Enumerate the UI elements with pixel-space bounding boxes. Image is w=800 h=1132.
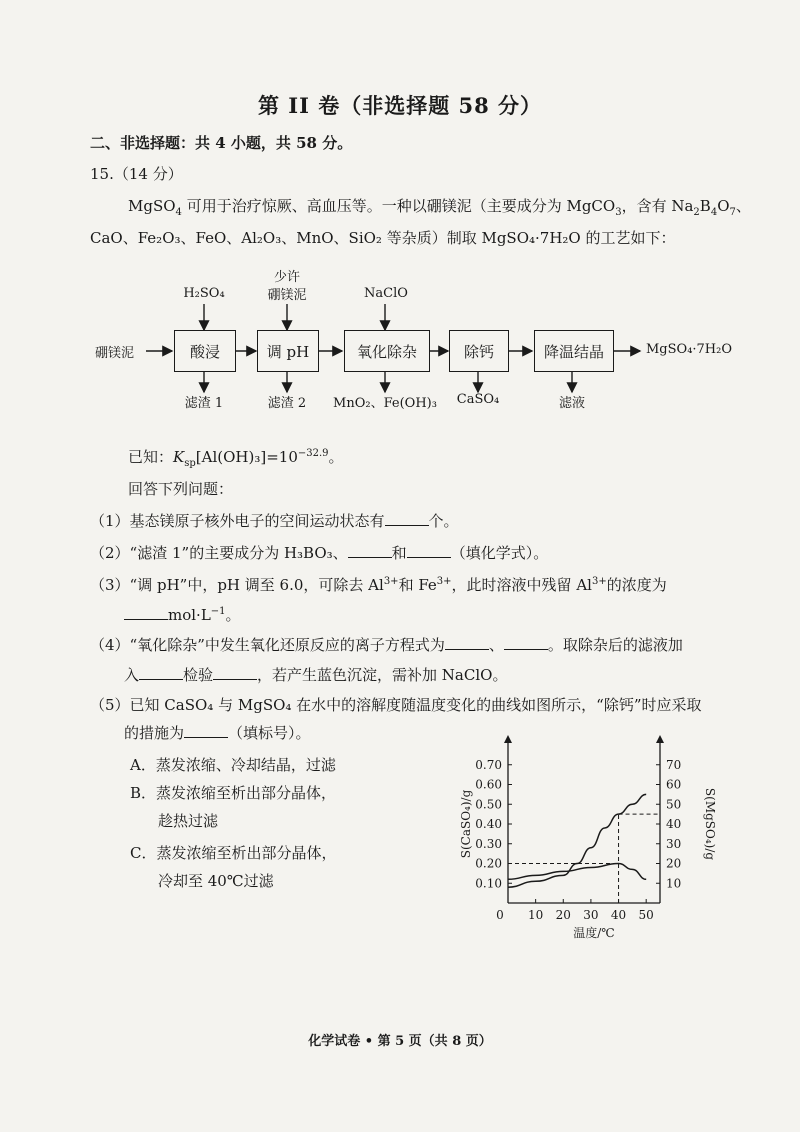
right-tick-label: 10 — [666, 876, 682, 891]
answer-blank[interactable] — [139, 665, 183, 680]
x-tick-label: 10 — [527, 908, 544, 922]
intro-text: B — [699, 197, 711, 215]
known-suffix: 。 — [328, 448, 344, 466]
right-tick-label: 40 — [666, 817, 682, 831]
known-exp: −32.9 — [297, 448, 329, 459]
x-tick-label: 30 — [583, 908, 599, 922]
x-tick-label: 40 — [610, 908, 627, 922]
question-4-line-1 — [90, 634, 683, 655]
intro-text: MgSO — [128, 197, 176, 215]
q3-text: 的浓度为 — [606, 576, 667, 594]
q2-text: （2）“滤渣 1”的主要成分为 H₃BO₃、 — [90, 544, 348, 562]
left-axis-arrow — [504, 735, 512, 743]
right-tick-label: 20 — [666, 856, 682, 871]
answer-prompt: 回答下列问题： — [128, 480, 234, 498]
q1-text: （1）基态镁原子核外电子的空间运动状态有 — [90, 512, 385, 530]
series-mgso4-line — [508, 794, 646, 887]
q3-text: 。 — [225, 606, 241, 624]
y-label-left: S(CaSO₄)/g — [459, 789, 473, 859]
left-tick-label: 0.20 — [475, 856, 502, 871]
sub-4: 4 — [175, 207, 182, 218]
step-remove-calcium: 除钙 — [449, 330, 509, 372]
answer-blank[interactable] — [504, 635, 548, 650]
sub-3: 3 — [615, 207, 622, 218]
answer-blank[interactable] — [348, 543, 392, 558]
right-tick-label: 70 — [666, 757, 682, 772]
q4-text: 。取除杂后的滤液加 — [547, 636, 683, 654]
option-b-line-1[interactable]: B．蒸发浓缩至析出部分晶体， — [130, 784, 337, 802]
answer-blank[interactable] — [213, 665, 257, 680]
known-formula: [Al(OH)₃]=10 — [195, 448, 298, 466]
y-label-right: S(MgSO₄)/g — [703, 787, 717, 861]
known-prefix: 已知： — [128, 448, 174, 466]
page-title: 第 II 卷（非选择题 58 分） — [257, 93, 543, 118]
q3-text: ，此时溶液中残留 Al — [451, 576, 592, 594]
q3-text: mol·L — [168, 606, 211, 624]
q3-sup: 3+ — [436, 576, 452, 587]
step-crystallize: 降温结晶 — [534, 330, 614, 372]
answer-blank[interactable] — [184, 723, 228, 738]
question-5-line-1: （5）已知 CaSO₄ 与 MgSO₄ 在水中的溶解度随温度变化的曲线如图所示，“除钙”时应采取 — [90, 696, 702, 714]
section-heading: 二、非选择题：共 4 小题，共 58 分。 — [90, 134, 353, 152]
q2-text: （填化学式）。 — [450, 544, 549, 562]
known-condition — [128, 446, 344, 469]
q4-text: ，若产生蓝色沉淀，需补加 NaClO。 — [257, 666, 508, 684]
known-sp: sp — [184, 458, 196, 469]
option-c-line-1[interactable]: C．蒸发浓缩至析出部分晶体， — [130, 844, 337, 862]
sub-4: 4 — [710, 207, 718, 218]
left-tick-label: 0.50 — [475, 797, 502, 812]
output-caso4: CaSO₄ — [456, 392, 500, 407]
intro-text: O — [717, 197, 730, 215]
option-c-line-2: 冷却至 40℃过滤 — [158, 872, 274, 890]
q3-text: （3）“调 pH”中，pH 调至 6.0，可除去 Al — [90, 576, 384, 594]
option-a[interactable]: A．蒸发浓缩、冷却结晶，过滤 — [130, 756, 336, 774]
step-acid-leach: 酸浸 — [174, 330, 236, 372]
question-3-line-2 — [124, 604, 241, 625]
right-axis-arrow — [656, 735, 664, 743]
output-filtrate: 滤液 — [558, 396, 585, 411]
right-tick-label: 30 — [666, 836, 682, 851]
known-k: K — [173, 448, 185, 466]
question-1 — [90, 510, 459, 531]
intro-text: 、 — [735, 197, 751, 215]
flow-end: MgSO₄·7H₂O — [646, 342, 733, 357]
output-mno2-feoh3: MnO₂、Fe(OH)₃ — [333, 396, 437, 411]
x-tick-label: 20 — [555, 908, 571, 922]
q3-sup: −1 — [210, 606, 226, 617]
left-tick-label: 0.60 — [475, 777, 502, 792]
answer-blank[interactable] — [124, 605, 168, 620]
sub-2: 2 — [693, 207, 700, 218]
q2-text: 和 — [391, 544, 407, 562]
left-tick-label: 0.40 — [475, 817, 502, 831]
flow-start: 硼镁泥 — [95, 346, 135, 361]
q4-text: 检验 — [183, 666, 214, 684]
question-4-line-2 — [124, 664, 507, 685]
sub-7: 7 — [729, 207, 736, 218]
q4-text: 入 — [124, 666, 140, 684]
answer-blank[interactable] — [385, 511, 429, 526]
x-tick-label: 0 — [496, 908, 504, 922]
input-line-1: 少许 — [273, 270, 300, 285]
answer-blank[interactable] — [445, 635, 489, 650]
input-line-2: 硼镁泥 — [267, 288, 307, 303]
input-h2so4: H₂SO₄ — [183, 286, 225, 301]
q1-text: 个。 — [428, 512, 459, 530]
q3-sup: 3+ — [383, 576, 399, 587]
series-caso4-line — [508, 864, 646, 880]
intro-text: 可用于治疗惊厥、高血压等。一种以硼镁泥（主要成分为 MgCO — [181, 197, 616, 215]
intro-line-2: CaO、Fe₂O₃、FeO、Al₂O₃、MnO、SiO₂ 等杂质）制取 MgSO₄·7H₂O 的工艺如下： — [90, 229, 676, 247]
output-residue-1: 滤渣 1 — [184, 396, 224, 411]
step-adjust-ph: 调 pH — [257, 330, 319, 372]
right-tick-label: 50 — [666, 797, 682, 812]
left-tick-label: 0.10 — [475, 876, 502, 891]
option-b-line-2: 趁热过滤 — [158, 812, 219, 830]
q4-text: 、 — [488, 636, 504, 654]
question-number: 15.（14 分） — [90, 165, 183, 183]
x-tick-label: 50 — [638, 908, 654, 922]
output-residue-2: 滤渣 2 — [267, 396, 307, 411]
intro-text: ，含有 Na — [621, 197, 694, 215]
solubility-chart — [448, 735, 723, 945]
q4-text: （4）“氧化除杂”中发生氧化还原反应的离子方程式为 — [90, 636, 445, 654]
q5-text: 的措施为 — [124, 724, 185, 742]
answer-blank[interactable] — [407, 543, 451, 558]
q5-text: （填标号）。 — [228, 724, 311, 742]
page-footer: 化学试卷 • 第 5 页（共 8 页） — [308, 1034, 492, 1049]
question-5-line-2 — [124, 722, 311, 743]
input-naclo: NaClO — [364, 286, 408, 301]
question-3-line-1 — [90, 574, 667, 595]
right-tick-label: 60 — [666, 777, 682, 792]
question-2 — [90, 542, 548, 563]
x-label: 温度/℃ — [573, 926, 615, 940]
left-tick-label: 0.30 — [475, 836, 502, 851]
q3-text: 和 Fe — [398, 576, 437, 594]
step-oxidation: 氧化除杂 — [344, 330, 430, 372]
left-tick-label: 0.70 — [475, 757, 502, 772]
q3-sup: 3+ — [591, 576, 607, 587]
